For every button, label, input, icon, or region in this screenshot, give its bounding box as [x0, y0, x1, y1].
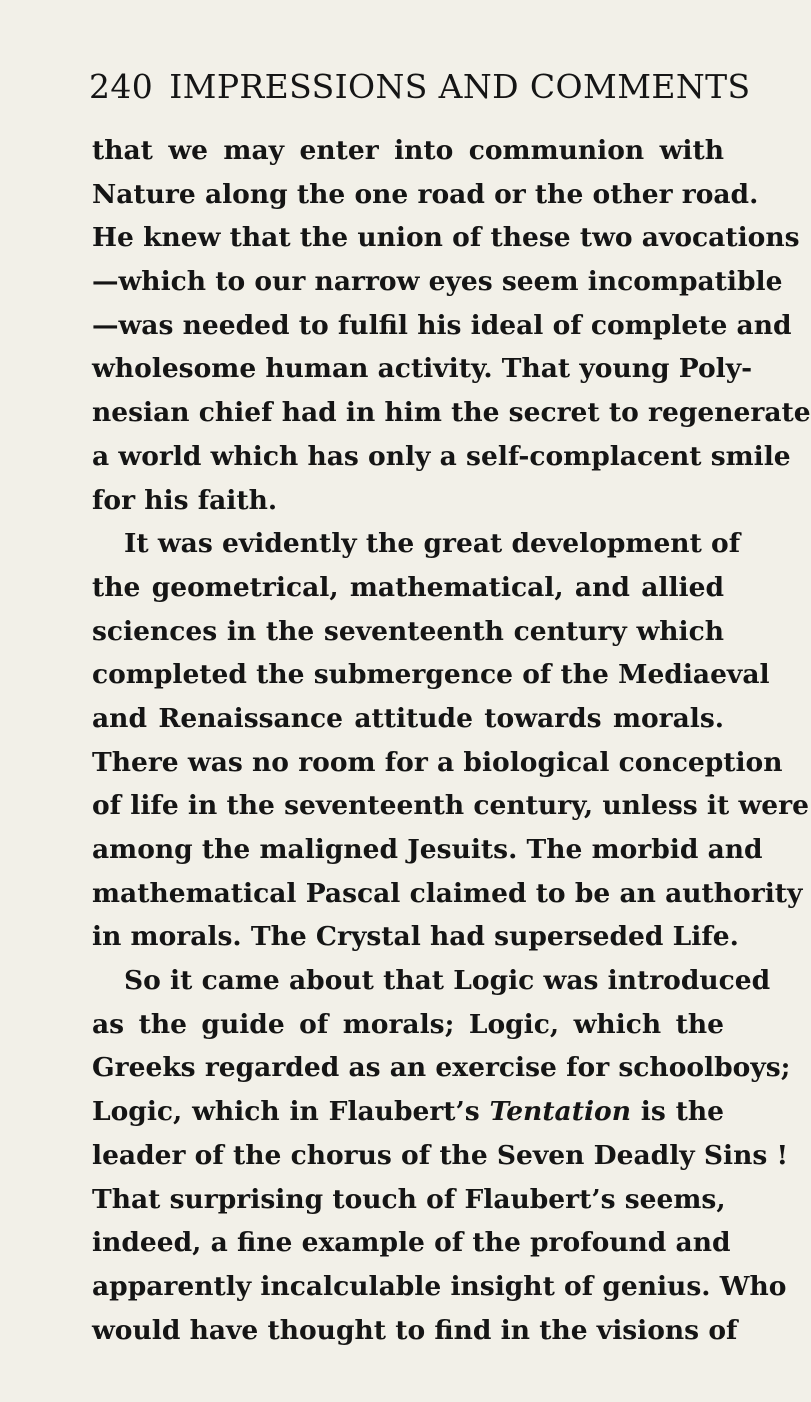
text-line: nesian chief had in him the secret to regenerate — [92, 397, 811, 429]
page-number: 240 — [89, 67, 154, 106]
text-line: sciences in the seventeenth century which — [92, 615, 724, 647]
text-line: that we may enter into communion with — [92, 135, 724, 166]
paragraph-start-line: It was evidently the great development of — [124, 528, 741, 560]
text-line — [92, 1090, 724, 1134]
text-line: indeed, a fine example of the profound and — [92, 1227, 731, 1259]
text-line: wholesome human activity. That young Poly- — [92, 353, 753, 385]
text-run: is the — [630, 1096, 724, 1128]
text-line: a world which has only a self-complacent smile — [92, 440, 791, 472]
text-line: the geometrical, mathematical, and allied — [92, 571, 724, 603]
text-line: —which to our narrow eyes seem incompatible — [92, 266, 783, 298]
running-title: IMPRESSIONS AND COMMENTS — [169, 67, 751, 106]
text-line: apparently incalculable insight of genius. Who — [92, 1270, 787, 1302]
text-line: among the maligned Jesuits. The morbid and — [92, 834, 763, 865]
text-run: Logic, which in Flaubert’s — [92, 1096, 490, 1128]
body-text — [92, 129, 811, 1352]
text-line: There was no room for a biological conception — [92, 746, 783, 778]
text-line: leader of the chorus of the Seven Deadly Sins ! — [92, 1139, 789, 1171]
text-line: as the guide of morals; Logic, which the — [92, 1008, 724, 1040]
text-line: in morals. The Crystal had superseded Life. — [92, 921, 739, 953]
text-line: would have thought to find in the visions of — [92, 1314, 738, 1346]
running-head — [89, 67, 751, 107]
italic-title: Tentation — [489, 1096, 631, 1128]
text-line: completed the submergence of the Mediaeval — [92, 659, 770, 691]
text-line: He knew that the union of these two avocations — [92, 222, 800, 254]
paragraph-start-line: So it came about that Logic was introduced — [124, 965, 771, 997]
text-line: —was needed to fulfil his ideal of complete and — [92, 309, 792, 341]
text-line: for his faith. — [92, 484, 278, 516]
text-line: mathematical Pascal claimed to be an authority — [92, 877, 803, 909]
text-line: and Renaissance attitude towards morals. — [92, 702, 724, 734]
text-line: of life in the seventeenth century, unless it were — [92, 790, 809, 822]
text-line: That surprising touch of Flaubert’s seems, — [92, 1183, 726, 1215]
text-line: Nature along the one road or the other road. — [92, 178, 759, 210]
text-line: Greeks regarded as an exercise for schoolboys; — [92, 1052, 791, 1084]
